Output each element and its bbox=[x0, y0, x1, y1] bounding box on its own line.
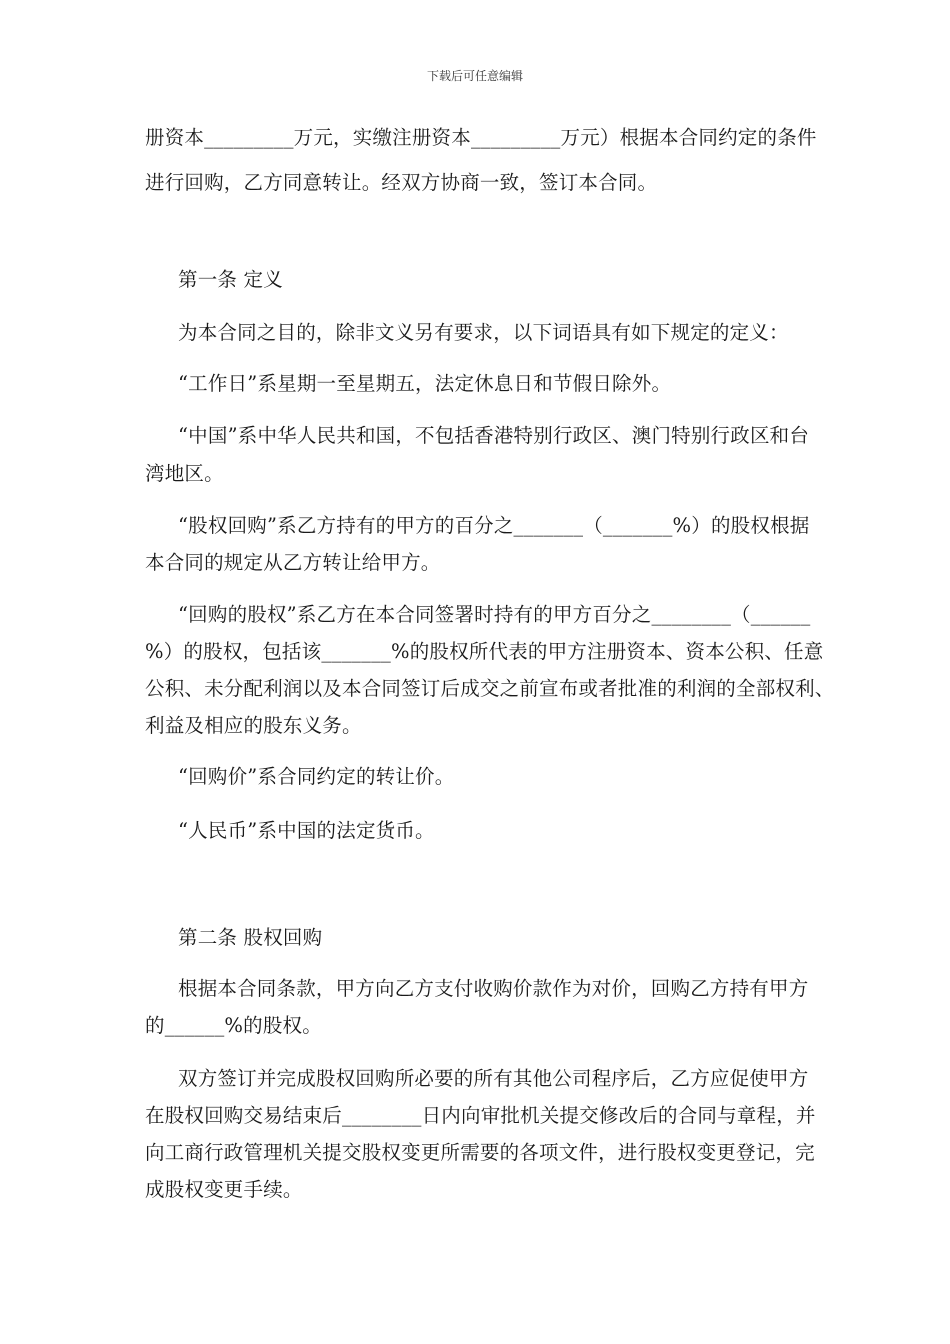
text-line: “中国”系中华人民共和国，不包括香港特别行政区、澳门特别行政区和台 bbox=[178, 424, 810, 447]
text-line: “股权回购”系乙方持有的甲方的百分之_______（_______%）的股权根据 bbox=[178, 514, 810, 537]
page-header: 下载后可任意编辑 bbox=[426, 69, 523, 83]
text-line: “工作日”系星期一至星期五，法定休息日和节假日除外。 bbox=[178, 372, 672, 395]
text-line: 第一条 定义 bbox=[178, 268, 283, 291]
text-line: 册资本_________万元，实缴注册资本_________万元）根据本合同约定的条件 bbox=[145, 126, 817, 149]
text-line: “回购价”系合同约定的转让价。 bbox=[178, 765, 455, 788]
text-line: 向工商行政管理机关提交股权变更所需要的各项文件，进行股权变更登记，完 bbox=[145, 1141, 815, 1164]
text-line: “人民币”系中国的法定货币。 bbox=[178, 819, 435, 842]
text-line: 公积、未分配利润以及本合同签订后成交之前宣布或者批准的利润的全部权利、 bbox=[145, 677, 835, 700]
text-line: 在股权回购交易结束后________日内向审批机关提交修改后的合同与章程，并 bbox=[145, 1104, 816, 1127]
text-line: “回购的股权”系乙方在本合同签署时持有的甲方百分之________（______ bbox=[178, 603, 811, 626]
text-line: 第二条 股权回购 bbox=[178, 926, 323, 949]
text-line: 利益及相应的股东义务。 bbox=[145, 714, 362, 737]
text-line: 为本合同之目的，除非文义另有要求，以下词语具有如下规定的定义： bbox=[178, 321, 789, 344]
text-line: 进行回购，乙方同意转让。经双方协商一致，签订本合同。 bbox=[145, 171, 658, 194]
text-line: 本合同的规定从乙方转让给甲方。 bbox=[145, 551, 441, 574]
text-line: 根据本合同条款，甲方向乙方支付收购价款作为对价，回购乙方持有甲方 bbox=[178, 977, 809, 1000]
text-line: 成股权变更手续。 bbox=[145, 1178, 303, 1201]
text-line: 的______%的股权。 bbox=[145, 1014, 322, 1037]
text-line: 湾地区。 bbox=[145, 462, 224, 485]
text-line: 双方签订并完成股权回购所必要的所有其他公司程序后，乙方应促使甲方 bbox=[178, 1067, 809, 1090]
text-line: %）的股权，包括该_______%的股权所代表的甲方注册资本、资本公积、任意 bbox=[145, 640, 824, 663]
